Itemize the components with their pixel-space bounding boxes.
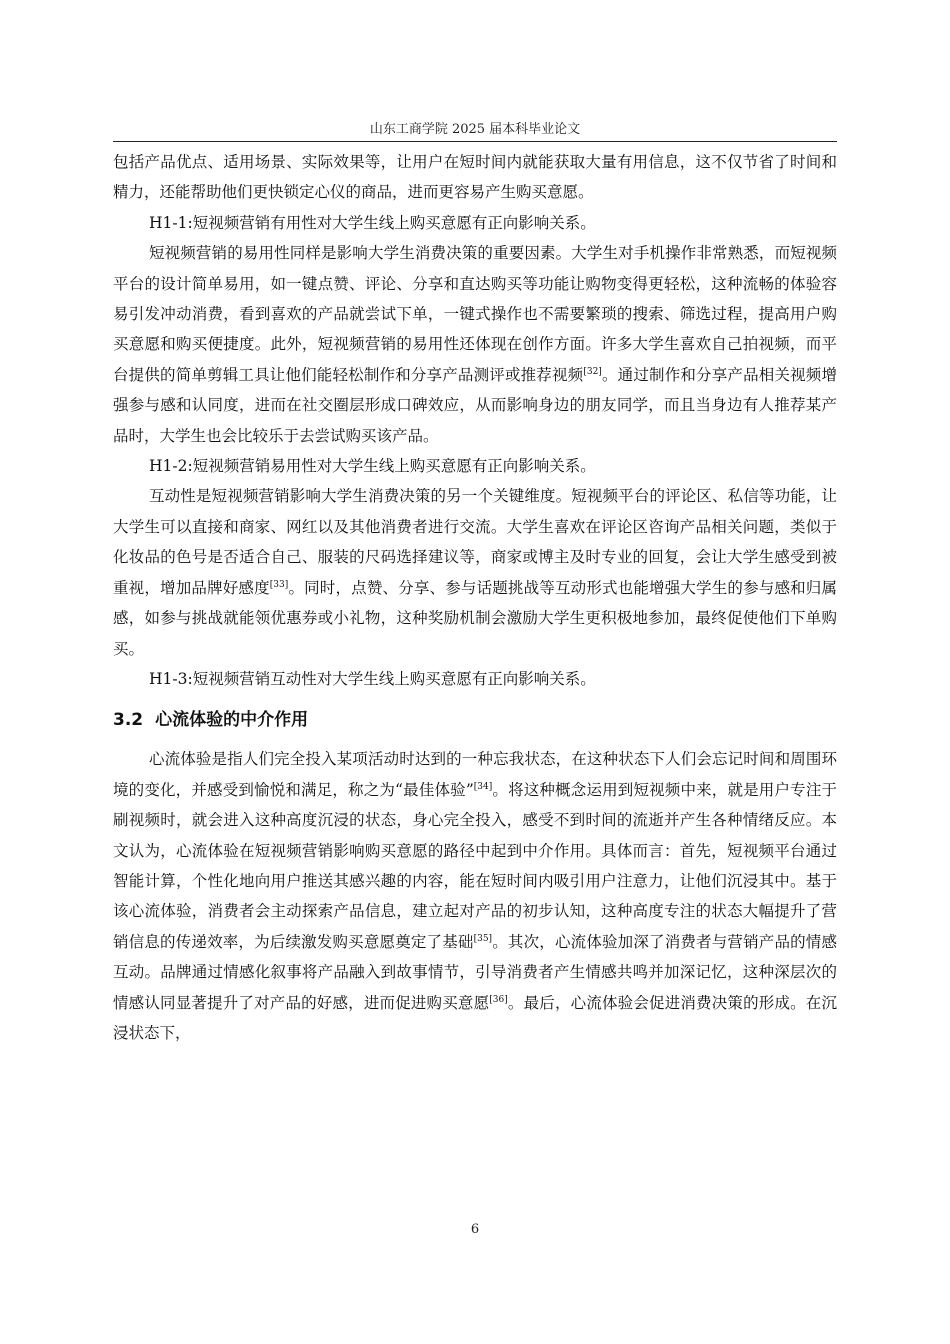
section-title: 心流体验的中介作用 bbox=[155, 710, 309, 731]
citation-35: [35] bbox=[473, 933, 493, 944]
page-body bbox=[113, 147, 837, 1048]
running-header: 山东工商学院 2025 届本科毕业论文 bbox=[369, 122, 581, 137]
hypothesis-h1-2: H1-2:短视频营销易用性对大学生线上购买意愿有正向影响关系。 bbox=[149, 457, 596, 476]
paragraph-ease-of-use: 短视频营销的易用性同样是影响大学生消费决策的重要因素。大学生对手机操作非常熟悉，而短视频平台的设计简单易用，如一键点赞、评论、分享和直达购买等功能让购物变得更轻松，这种流畅的体验容易引发冲动消费，看到喜欢的产品就尝试下单，一键式操作也不需要繁琐的搜索、筛选过程，提高用户购买意愿和购买便捷度。此外，短视频营销的易用性还体现在创作方面。许多大学生喜欢自己拍视频，而平台提供的简单剪辑工具让他们能轻松制作和分享产品测评或推荐视频[32]。通过制作和分享产品相关视频增强参与感和认同度，进而在社交圈层形成口碑效应，从而影响身边的朋友同学，而且当身边有人推荐某产品时，大学生也会比较乐于去尝试购买该产品。 bbox=[113, 244, 837, 445]
citation-34: [34] bbox=[473, 781, 493, 792]
citation-32: [32] bbox=[583, 366, 602, 377]
header-rule bbox=[113, 141, 837, 142]
section-number: 3.2 bbox=[113, 710, 144, 731]
citation-33: [33] bbox=[269, 579, 289, 590]
citation-36: [36] bbox=[489, 994, 508, 1005]
hypothesis-h1-1: H1-1:短视频营销有用性对大学生线上购买意愿有正向影响关系。 bbox=[149, 213, 596, 232]
paragraph-interactivity: 互动性是短视频营销影响大学生消费决策的另一个关键维度。短视频平台的评论区、私信等功能，让大学生可以直接和商家、网红以及其他消费者进行交流。大学生喜欢在评论区咨询产品相关问题，类似于化妆品的色号是否适合自己、服装的尺码选择建议等，商家或博主及时专业的回复，会让大学生感受到被重视，增加品牌好感度[33]。同时，点赞、分享、参与话题挑战等互动形式也能增强大学生的参与感和归属感，如参与挑战就能领优惠券或小礼物，这种奖励机制会激励大学生更积极地参加，最终促使他们下单购买。 bbox=[113, 487, 837, 658]
section-heading bbox=[113, 705, 837, 735]
paragraph-flow-experience: 心流体验是指人们完全投入某项活动时达到的一种忘我状态，在这种状态下人们会忘记时间和周围环境的变化，并感受到愉悦和满足，称之为“最佳体验”[34]。将这种概念运用到短视频中来，就是用户专注于刷视频时，就会进入这种高度沉浸的状态，身心完全投入，感受不到时间的流逝并产生各种情绪反应。本文认为，心流体验在短视频营销影响购买意愿的路径中起到中介作用。具体而言：首先，短视频平台通过智能计算，个性化地向用户推送其感兴趣的内容，能在短时间内吸引用户注意力，让他们沉浸其中。基于该心流体验，消费者会主动探索产品信息，建立起对产品的初步认知，这种高度专注的状态大幅提升了营销信息的传递效率，为后续激发购买意愿奠定了基础[35]。其次，心流体验加深了消费者与营销产品的情感互动。品牌通过情感化叙事将产品融入到故事情节，引导消费者产生情感共鸣并加深记忆，这种深层次的情感认同显著提升了对产品的好感，进而促进购买意愿[36]。最后，心流体验会促进消费决策的形成。在沉浸状态下， bbox=[113, 750, 837, 1042]
hypothesis-h1-3: H1-3:短视频营销互动性对大学生线上购买意愿有正向影响关系。 bbox=[149, 669, 596, 688]
page-number: 6 bbox=[470, 1222, 480, 1237]
paragraph-continued: 包括产品优点、适用场景、实际效果等，让用户在短时间内就能获取大量有用信息，这不仅节省了时间和精力，还能帮助他们更快锁定心仪的商品，进而更容易产生购买意愿。 bbox=[113, 153, 837, 202]
